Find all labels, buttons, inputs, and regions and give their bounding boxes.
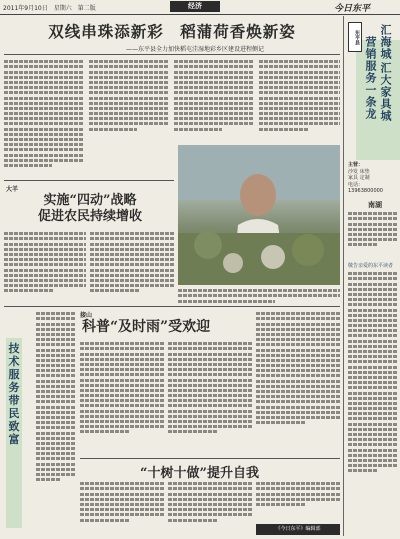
- third-title: 科普“及时雨”受欢迎: [82, 319, 211, 335]
- divider: [4, 54, 340, 55]
- sidebar-label: 敬告亲爱的东平读者: [348, 263, 394, 269]
- lead-body-col1: [4, 58, 84, 178]
- ad-title-top: 汇海城: [379, 24, 392, 60]
- sidebar-title: 南湖: [368, 201, 382, 209]
- section-badge: 经济: [170, 1, 220, 12]
- lead-body-col4: [259, 58, 340, 138]
- ad-contact-line: 沙发 床垫: [348, 168, 370, 175]
- ad-contact-line: 电话：: [348, 181, 364, 188]
- left-column: [0, 330, 34, 530]
- ad-contact: [348, 162, 398, 195]
- sidebar-body: [348, 210, 398, 260]
- farmer-photo: [178, 145, 340, 285]
- third-body-col3: [256, 310, 340, 455]
- second-body-col2: [90, 230, 174, 298]
- second-title-line2: 促进农民持续增收: [37, 209, 142, 224]
- lead-body-col2: [89, 58, 169, 138]
- fourth-body-col3: [256, 480, 340, 520]
- fourth-body-col2: [168, 480, 252, 535]
- left-column-body: [36, 310, 76, 530]
- fourth-body-col1: [80, 480, 164, 535]
- ad-contact-line: 家具 定制: [348, 175, 370, 181]
- issue-date: 2011年9月10日 星期六 第二版: [3, 5, 96, 12]
- ad-title-line1: 汇大家具城: [379, 62, 392, 122]
- second-body-col1: [4, 230, 86, 298]
- divider: [4, 306, 340, 307]
- photo-caption: [178, 287, 340, 305]
- sidebar-body-long: [348, 270, 398, 530]
- third-body-col1: [80, 340, 164, 455]
- second-kicker: 大羊: [6, 186, 19, 193]
- ad-stamp: 东平县: [348, 22, 362, 52]
- third-body-col2: [168, 340, 252, 455]
- second-title-line1: 实施“四动”战略: [43, 193, 137, 208]
- divider: [4, 180, 174, 181]
- column-divider: [343, 16, 344, 536]
- footer-banner: 《今日东平》编辑部: [256, 524, 340, 535]
- lead-subhead: ——东平县全力加快稻屯洼湿地彩乡区建设进程侧记: [125, 46, 264, 53]
- fourth-title: “十树十做”提升自我: [140, 466, 259, 481]
- lead-headline: 双线串珠添新彩 稻蒲荷香焕新姿: [48, 22, 296, 41]
- lead-body-col3: [174, 58, 254, 138]
- left-column-title: 技 术 服 务 带 民 致 富: [8, 342, 20, 446]
- ad-contact-line: 13963800000: [348, 188, 383, 194]
- third-kicker: 接山: [80, 312, 93, 319]
- ad-contact-label: 主营：: [348, 162, 364, 168]
- photo-illustration: [178, 145, 340, 285]
- ad-title-line2: 营销服务一条龙: [364, 36, 377, 120]
- paper-logo: 今日东平: [333, 4, 370, 14]
- divider: [80, 458, 340, 459]
- masthead: [0, 0, 400, 15]
